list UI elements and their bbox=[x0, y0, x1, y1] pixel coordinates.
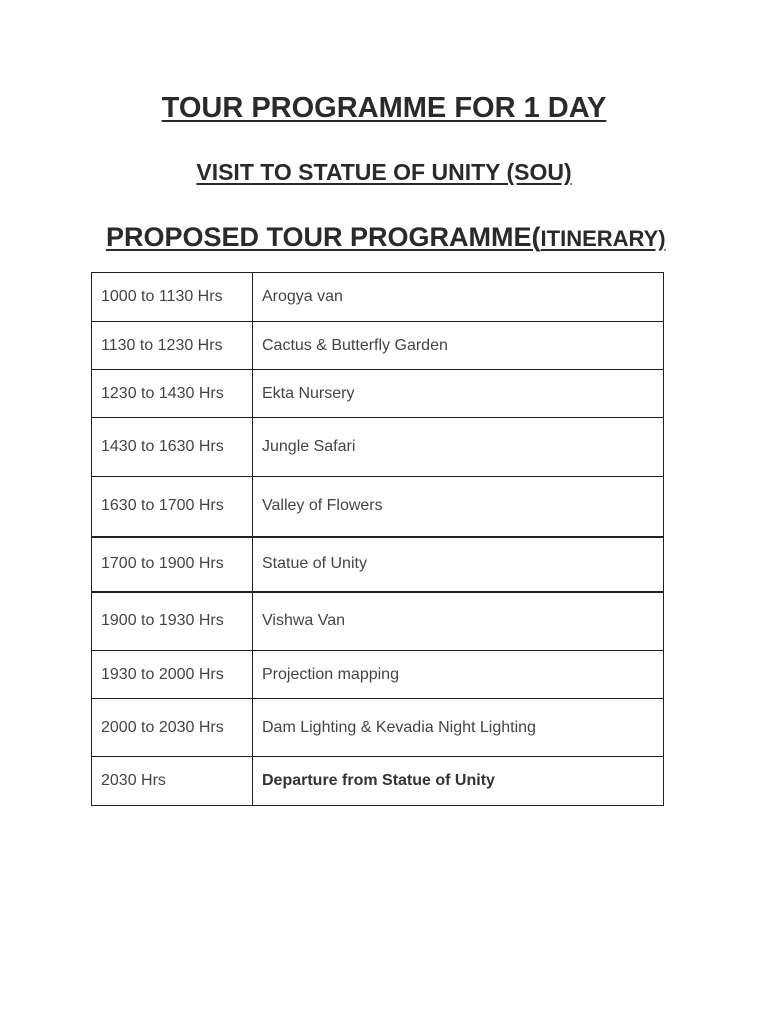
table-row bbox=[92, 477, 664, 537]
table-row bbox=[92, 322, 664, 370]
activity-cell: Jungle Safari bbox=[253, 418, 664, 477]
activity-cell: Cactus & Butterfly Garden bbox=[253, 322, 664, 370]
time-cell: 2000 to 2030 Hrs bbox=[92, 699, 253, 757]
activity-cell: Statue of Unity bbox=[253, 537, 664, 592]
activity-cell: Departure from Statue of Unity bbox=[253, 757, 664, 806]
time-cell: 1630 to 1700 Hrs bbox=[92, 477, 253, 537]
table-row bbox=[92, 757, 664, 806]
activity-cell: Arogya van bbox=[253, 273, 664, 322]
itinerary-heading-suffix: ITINERARY) bbox=[540, 226, 666, 251]
time-cell: 1000 to 1130 Hrs bbox=[92, 273, 253, 322]
time-cell: 1700 to 1900 Hrs bbox=[92, 537, 253, 592]
time-cell: 1430 to 1630 Hrs bbox=[92, 418, 253, 477]
time-cell: 1230 to 1430 Hrs bbox=[92, 370, 253, 418]
time-cell: 1930 to 2000 Hrs bbox=[92, 651, 253, 699]
table-row bbox=[92, 592, 664, 651]
activity-cell: Ekta Nursery bbox=[253, 370, 664, 418]
time-cell: 2030 Hrs bbox=[92, 757, 253, 806]
time-cell: 1900 to 1930 Hrs bbox=[92, 592, 253, 651]
activity-cell: Valley of Flowers bbox=[253, 477, 664, 537]
subtitle: VISIT TO STATUE OF UNITY (SOU) bbox=[196, 159, 572, 185]
page-title: TOUR PROGRAMME FOR 1 DAY bbox=[161, 92, 607, 124]
activity-cell: Vishwa Van bbox=[253, 592, 664, 651]
table-row bbox=[92, 370, 664, 418]
time-cell: 1130 to 1230 Hrs bbox=[92, 322, 253, 370]
itinerary-heading-main: PROPOSED TOUR PROGRAMME( bbox=[106, 222, 541, 252]
schedule-table bbox=[91, 272, 664, 806]
table-row bbox=[92, 651, 664, 699]
table-row bbox=[92, 418, 664, 477]
activity-cell: Projection mapping bbox=[253, 651, 664, 699]
table-row bbox=[92, 537, 664, 592]
itinerary-heading bbox=[106, 222, 666, 253]
table-row bbox=[92, 273, 664, 322]
table-row bbox=[92, 699, 664, 757]
activity-cell: Dam Lighting & Kevadia Night Lighting bbox=[253, 699, 664, 757]
